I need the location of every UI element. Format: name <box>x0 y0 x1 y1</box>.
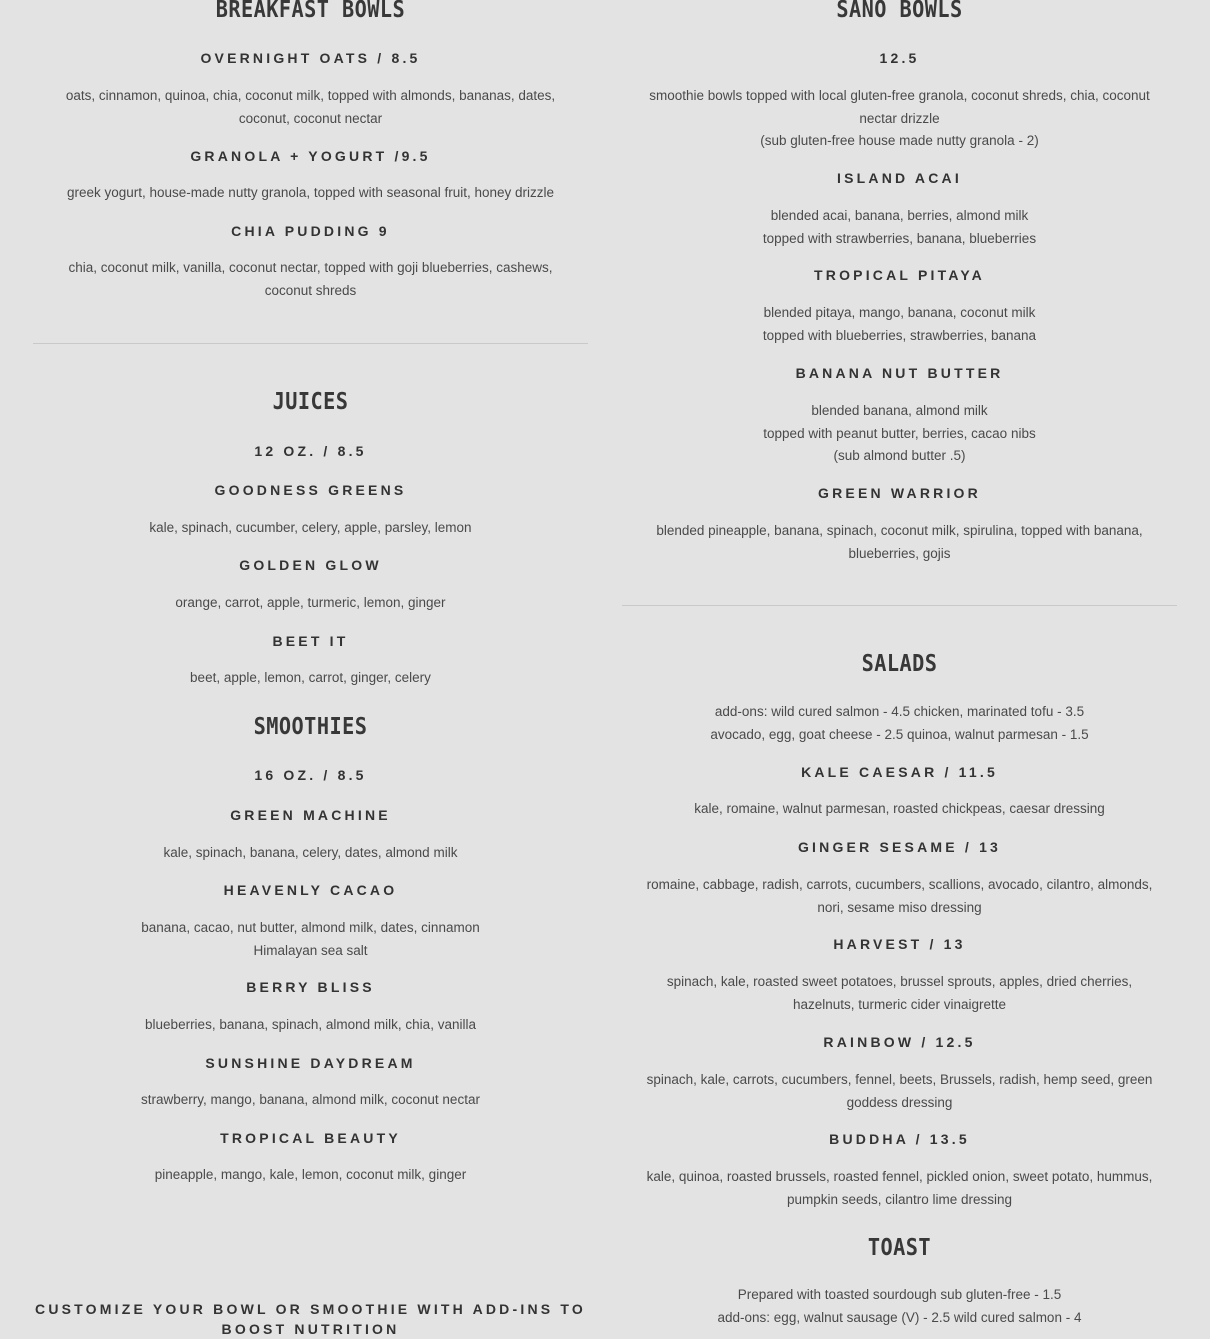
desc-line: avocado, egg, goat cheese - 2.5 quinoa, walnut parmesan - 1.5 <box>710 726 1089 742</box>
kale-caesar-desc <box>622 798 1177 821</box>
tropical-pitaya-title: TROPICAL PITAYA <box>814 267 985 283</box>
beet-it-desc <box>33 667 588 690</box>
section-divider <box>33 343 588 344</box>
juices-heading: JUICES <box>272 389 349 415</box>
green-machine-title: GREEN MACHINE <box>230 807 391 823</box>
overnight-oats-desc <box>33 85 588 130</box>
island-acai-title: ISLAND ACAI <box>837 170 962 186</box>
desc-line: kale, spinach, banana, celery, dates, almond milk <box>163 845 458 860</box>
ginger-sesame-desc <box>622 874 1177 919</box>
granola-yogurt-title: GRANOLA + YOGURT /9.5 <box>190 148 431 164</box>
goodness-greens-title: GOODNESS GREENS <box>214 482 407 498</box>
desc-line: coconut shreds <box>264 282 357 298</box>
desc-line: blueberries, gojis <box>848 545 951 561</box>
desc-line: nori, sesame miso dressing <box>817 899 982 915</box>
golden-glow-desc <box>33 592 588 615</box>
desc-line: topped with peanut butter, berries, cacao nibs <box>763 425 1036 441</box>
desc-line: (sub gluten-free house made nutty granola - 2) <box>760 133 1039 148</box>
desc-line: blueberries, banana, spinach, almond milk, chia, vanilla <box>145 1017 476 1032</box>
desc-line: beet, apple, lemon, carrot, ginger, celery <box>190 670 431 685</box>
customize-line: CUSTOMIZE YOUR BOWL OR SMOOTHIE WITH ADD-INS TO <box>35 1301 586 1317</box>
desc-line: Himalayan sea salt <box>253 942 368 958</box>
desc-line: blended banana, almond milk <box>811 403 988 418</box>
customize-note <box>33 1299 588 1339</box>
desc-line: pumpkin seeds, cilantro lime dressing <box>786 1191 1013 1207</box>
harvest-title: HARVEST / 13 <box>833 936 966 952</box>
desc-line: banana, cacao, nut butter, almond milk, dates, cinnamon <box>141 920 480 935</box>
salads-addons <box>622 701 1177 746</box>
salads-heading: SALADS <box>861 651 938 677</box>
beet-it-title: BEET IT <box>272 633 349 649</box>
sunshine-daydream-title: SUNSHINE DAYDREAM <box>205 1055 416 1071</box>
golden-glow-title: GOLDEN GLOW <box>239 557 382 573</box>
toast-desc <box>622 1284 1177 1329</box>
sunshine-daydream-desc <box>33 1089 588 1112</box>
breakfast-bowls-heading: BREAKFAST BOWLS <box>215 0 406 23</box>
desc-line: oats, cinnamon, quinoa, chia, coconut milk, topped with almonds, bananas, dates, <box>65 88 556 103</box>
island-acai-desc <box>622 205 1177 250</box>
juices-size-price: 12 OZ. / 8.5 <box>254 443 367 459</box>
desc-line: orange, carrot, apple, turmeric, lemon, ginger <box>175 595 446 610</box>
smoothies-size-price: 16 OZ. / 8.5 <box>254 767 367 783</box>
banana-nut-butter-desc <box>622 400 1177 468</box>
desc-line: nectar drizzle <box>859 110 940 126</box>
desc-line: topped with strawberries, banana, blueberries <box>762 230 1037 246</box>
harvest-desc <box>622 971 1177 1016</box>
desc-line: pineapple, mango, kale, lemon, coconut milk, ginger <box>154 1167 467 1182</box>
desc-line: blended pineapple, banana, spinach, coconut milk, spirulina, topped with banana, <box>656 523 1143 538</box>
desc-line: spinach, kale, carrots, cucumbers, fennel, beets, Brussels, radish, hemp seed, green <box>646 1072 1153 1087</box>
heavenly-cacao-title: HEAVENLY CACAO <box>223 882 398 898</box>
desc-line: spinach, kale, roasted sweet potatoes, brussel sprouts, apples, dried cherries, <box>666 974 1133 989</box>
tropical-pitaya-desc <box>622 302 1177 347</box>
desc-line: chia, coconut milk, vanilla, coconut nectar, topped with goji blueberries, cashews, <box>68 260 553 275</box>
ginger-sesame-title: GINGER SESAME / 13 <box>797 839 1002 855</box>
rainbow-desc <box>622 1069 1177 1114</box>
rainbow-title: RAINBOW / 12.5 <box>823 1034 976 1050</box>
desc-line: blended pitaya, mango, banana, coconut milk <box>763 305 1036 320</box>
green-warrior-desc <box>622 520 1177 565</box>
buddha-title: BUDDHA / 13.5 <box>829 1131 970 1147</box>
kale-caesar-title: KALE CAESAR / 11.5 <box>801 764 998 780</box>
sano-bowls-price: 12.5 <box>879 50 920 66</box>
chia-pudding-desc <box>33 257 588 302</box>
desc-line: (sub almond butter .5) <box>833 448 966 463</box>
desc-line: greek yogurt, house-made nutty granola, topped with seasonal fruit, honey drizzle <box>66 185 555 200</box>
berry-bliss-desc <box>33 1014 588 1037</box>
section-divider <box>622 605 1177 606</box>
buddha-desc <box>622 1166 1177 1211</box>
desc-line: romaine, cabbage, radish, carrots, cucumbers, scallions, avocado, cilantro, almonds, <box>646 877 1153 892</box>
desc-line: add-ons: wild cured salmon - 4.5 chicken, marinated tofu - 3.5 <box>714 704 1085 719</box>
tropical-beauty-title: TROPICAL BEAUTY <box>220 1130 401 1146</box>
desc-line: coconut, coconut nectar <box>238 110 383 126</box>
toast-heading: TOAST <box>867 1235 932 1261</box>
desc-line: blended acai, banana, berries, almond milk <box>770 208 1029 223</box>
desc-line: Prepared with toasted sourdough sub gluten-free - 1.5 <box>737 1287 1062 1302</box>
desc-line: kale, quinoa, roasted brussels, roasted fennel, pickled onion, sweet potato, hummus, <box>646 1169 1153 1184</box>
desc-line: kale, romaine, walnut parmesan, roasted chickpeas, caesar dressing <box>694 801 1105 816</box>
desc-line: strawberry, mango, banana, almond milk, coconut nectar <box>141 1092 480 1107</box>
berry-bliss-title: BERRY BLISS <box>246 979 375 995</box>
sano-bowls-intro <box>622 85 1177 153</box>
sano-bowls-heading: SANO BOWLS <box>836 0 963 23</box>
desc-line: add-ons: egg, walnut sausage (V) - 2.5 wild cured salmon - 4 <box>717 1309 1082 1325</box>
green-machine-desc <box>33 842 588 865</box>
chia-pudding-title: CHIA PUDDING 9 <box>231 223 390 239</box>
granola-yogurt-desc <box>33 182 588 205</box>
smoothies-heading: SMOOTHIES <box>253 714 368 740</box>
goodness-greens-desc <box>33 517 588 540</box>
banana-nut-butter-title: BANANA NUT BUTTER <box>795 365 1004 381</box>
tropical-beauty-desc <box>33 1164 588 1187</box>
overnight-oats-title: OVERNIGHT OATS / 8.5 <box>200 50 421 66</box>
customize-line: BOOST NUTRITION <box>221 1321 400 1337</box>
desc-line: hazelnuts, turmeric cider vinaigrette <box>792 996 1007 1012</box>
desc-line: kale, spinach, cucumber, celery, apple, parsley, lemon <box>149 520 472 535</box>
green-warrior-title: GREEN WARRIOR <box>818 485 981 501</box>
heavenly-cacao-desc <box>33 917 588 962</box>
desc-line: smoothie bowls topped with local gluten-free granola, coconut shreds, chia, coconut <box>649 88 1150 103</box>
desc-line: goddess dressing <box>846 1094 953 1110</box>
desc-line: topped with blueberries, strawberries, banana <box>762 327 1037 343</box>
